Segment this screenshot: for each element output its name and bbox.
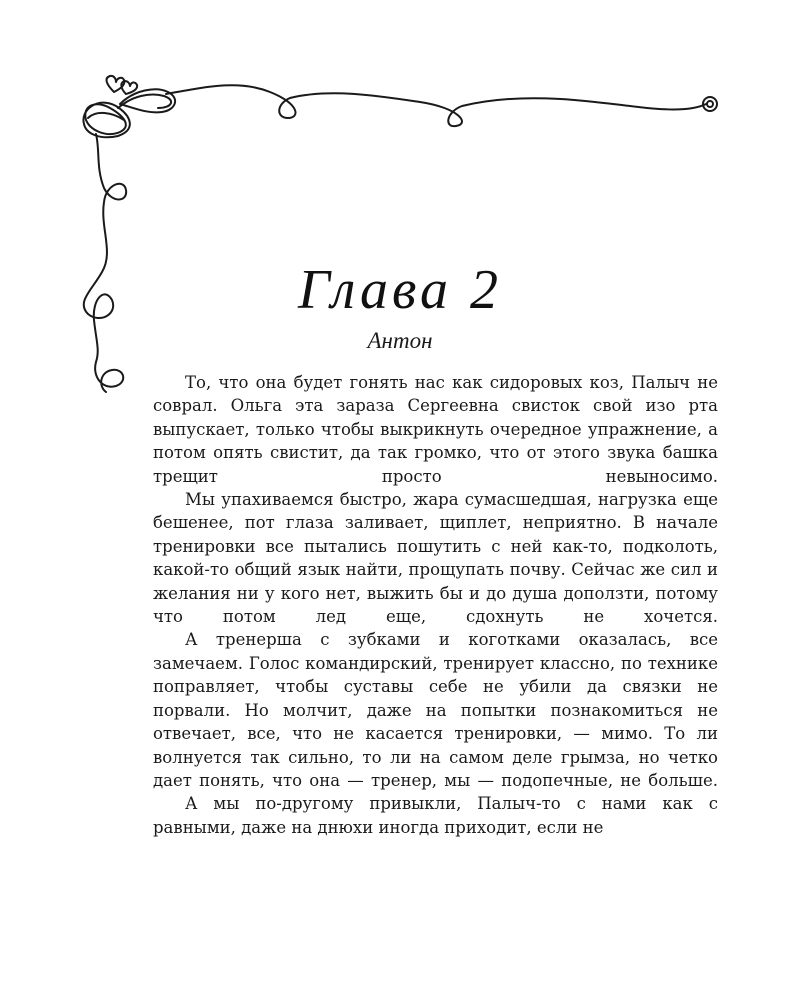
paragraph: То, что она будет гонять нас как сидоровых коз, Палыч не соврал. Ольга эта зараза Сергеевна свисток свой изо рта выпускает, только чтобы выкрикнуть очередное упражнение, а потом опять свистит, да так громко, что от этого звука башка трещит просто невыносимо. <box>153 373 718 486</box>
chapter-subtitle: Антон <box>367 328 433 353</box>
chapter-title: Глава 2 <box>298 259 502 321</box>
decorative-swirl-border <box>0 0 800 420</box>
paragraph: Мы упахиваемся быстро, жара сумасшедшая, нагрузка еще бешенее, пот глаза заливает, щиплет, неприятно. В начале тренировки все пытались пошутить с ней как-то, подколоть, какой-то общий язык найти, прощупать почву. Сейчас же сил и желания ни у кого нет, выжить бы и до душа доползти, потому что потом лед еще, сдохнуть не хочется. <box>153 490 718 627</box>
paragraph: А мы по-другому привыкли, Палыч-то с нами как с равными, даже на днюхи иногда приходит, если не <box>153 794 718 837</box>
paragraph: А тренерша с зубками и коготками оказалась, все замечаем. Голос командирский, тренирует классно, по технике поправляет, чтобы суставы себе не убили да связки не порвали. Но молчит, даже на попытки познакомиться не отвечает, все, что не касается тренировки, — мимо. То ли волнуется так сильно, то ли на самом деле грымза, но четко дает понять, что она — тренер, мы — подопечные, не больше. <box>153 630 718 790</box>
body-text <box>153 371 718 839</box>
